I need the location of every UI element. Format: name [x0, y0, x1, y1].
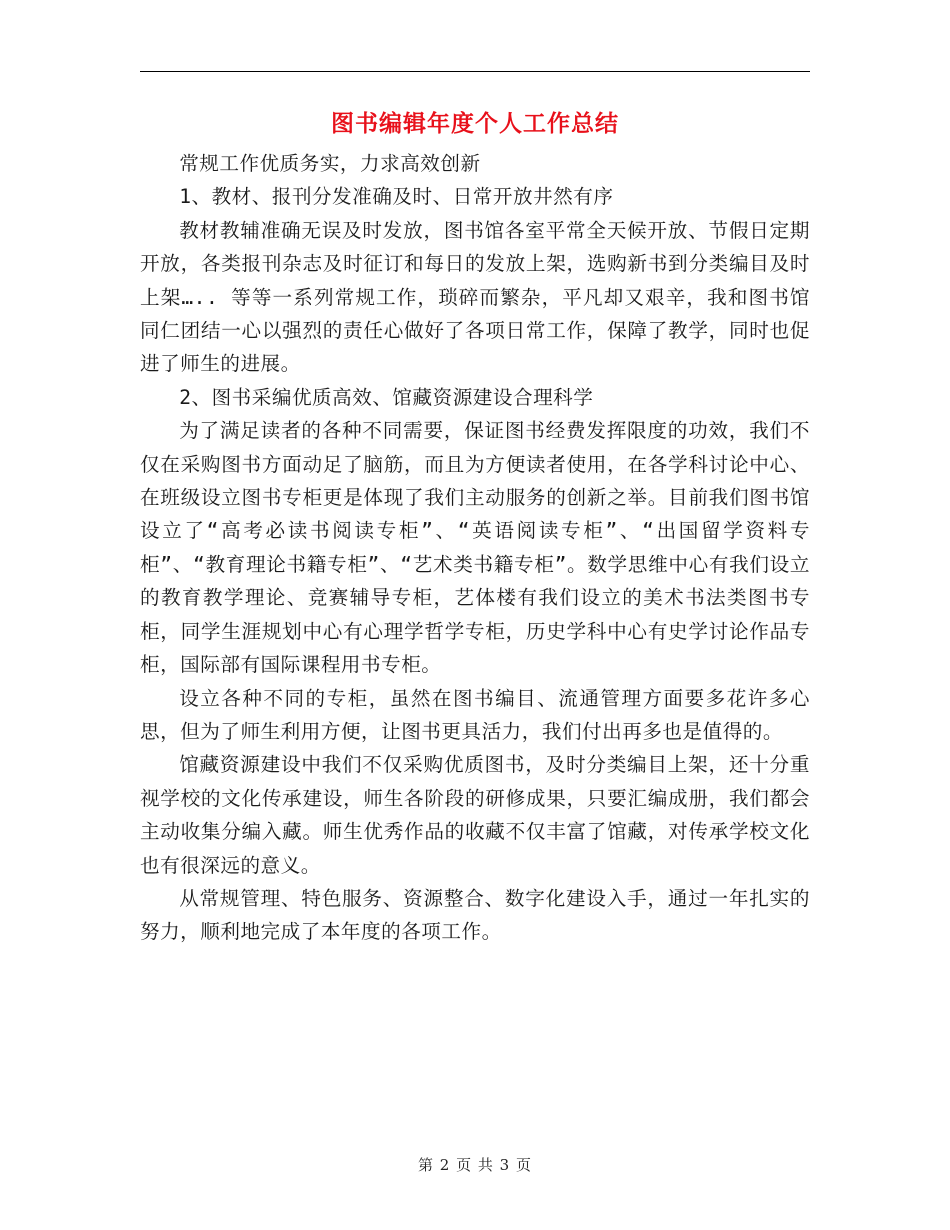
document-title: 图书编辑年度个人工作总结: [331, 110, 619, 137]
body-paragraph: 设立各种不同的专柜，虽然在图书编目、流通管理方面要多花许多心思，但为了师生利用方便，让图书更具活力，我们付出再多也是值得的。: [140, 686, 810, 743]
body-paragraph: 馆藏资源建设中我们不仅采购优质图书，及时分类编目上架，还十分重视学校的文化传承建设，师生各阶段的研修成果，只要汇编成册，我们都会主动收集分编入藏。师生优秀作品的收藏不仅丰富了馆藏，对传承学校文化也有很深远的意义。: [140, 753, 810, 877]
subsection-heading-2: 2、图书采编优质高效、馆藏资源建设合理科学: [179, 385, 594, 409]
page-number-footer: 第 2 页 共 3 页: [418, 1156, 532, 1174]
document-body: [140, 147, 810, 949]
body-paragraph: 从常规管理、特色服务、资源整合、数字化建设入手，通过一年扎实的努力，顺利地完成了本年度的各项工作。: [140, 886, 810, 944]
header-rule: [140, 71, 810, 72]
subsection-heading-1: 1、教材、报刊分发准确及时、日常开放井然有序: [179, 185, 614, 209]
body-paragraph: 教材教辅准确无误及时发放，图书馆各室平常全天候开放、节假日定期开放，各类报刊杂志及时征订和每日的发放上架，选购新书到分类编目及时上架….. 等等一系列常规工作，琐碎而繁杂，平凡却又艰辛，我和图书馆同仁团结一心以强烈的责任心做好了各项日常工作，保障了教学，同时也促进了师生的进展。: [140, 218, 810, 376]
section-heading: 常规工作优质务实，力求高效创新: [179, 152, 481, 175]
body-paragraph: 为了满足读者的各种不同需要，保证图书经费发挥限度的功效，我们不仅在采购图书方面动足了脑筋，而且为方便读者使用，在各学科讨论中心、在班级设立图书专柜更是体现了我们主动服务的创新之举。目前我们图书馆设立了“高考必读书阅读专柜”、“英语阅读专柜”、“出国留学资料专柜”、“教育理论书籍专柜”、“艺术类书籍专柜”。数学思维中心有我们设立的教育教学理论、竞赛辅导专柜，艺体楼有我们设立的美术书法类图书专柜，同学生涯规划中心有心理学哲学专柜，历史学科中心有史学讨论作品专柜，国际部有国际课程用书专柜。: [140, 419, 810, 677]
